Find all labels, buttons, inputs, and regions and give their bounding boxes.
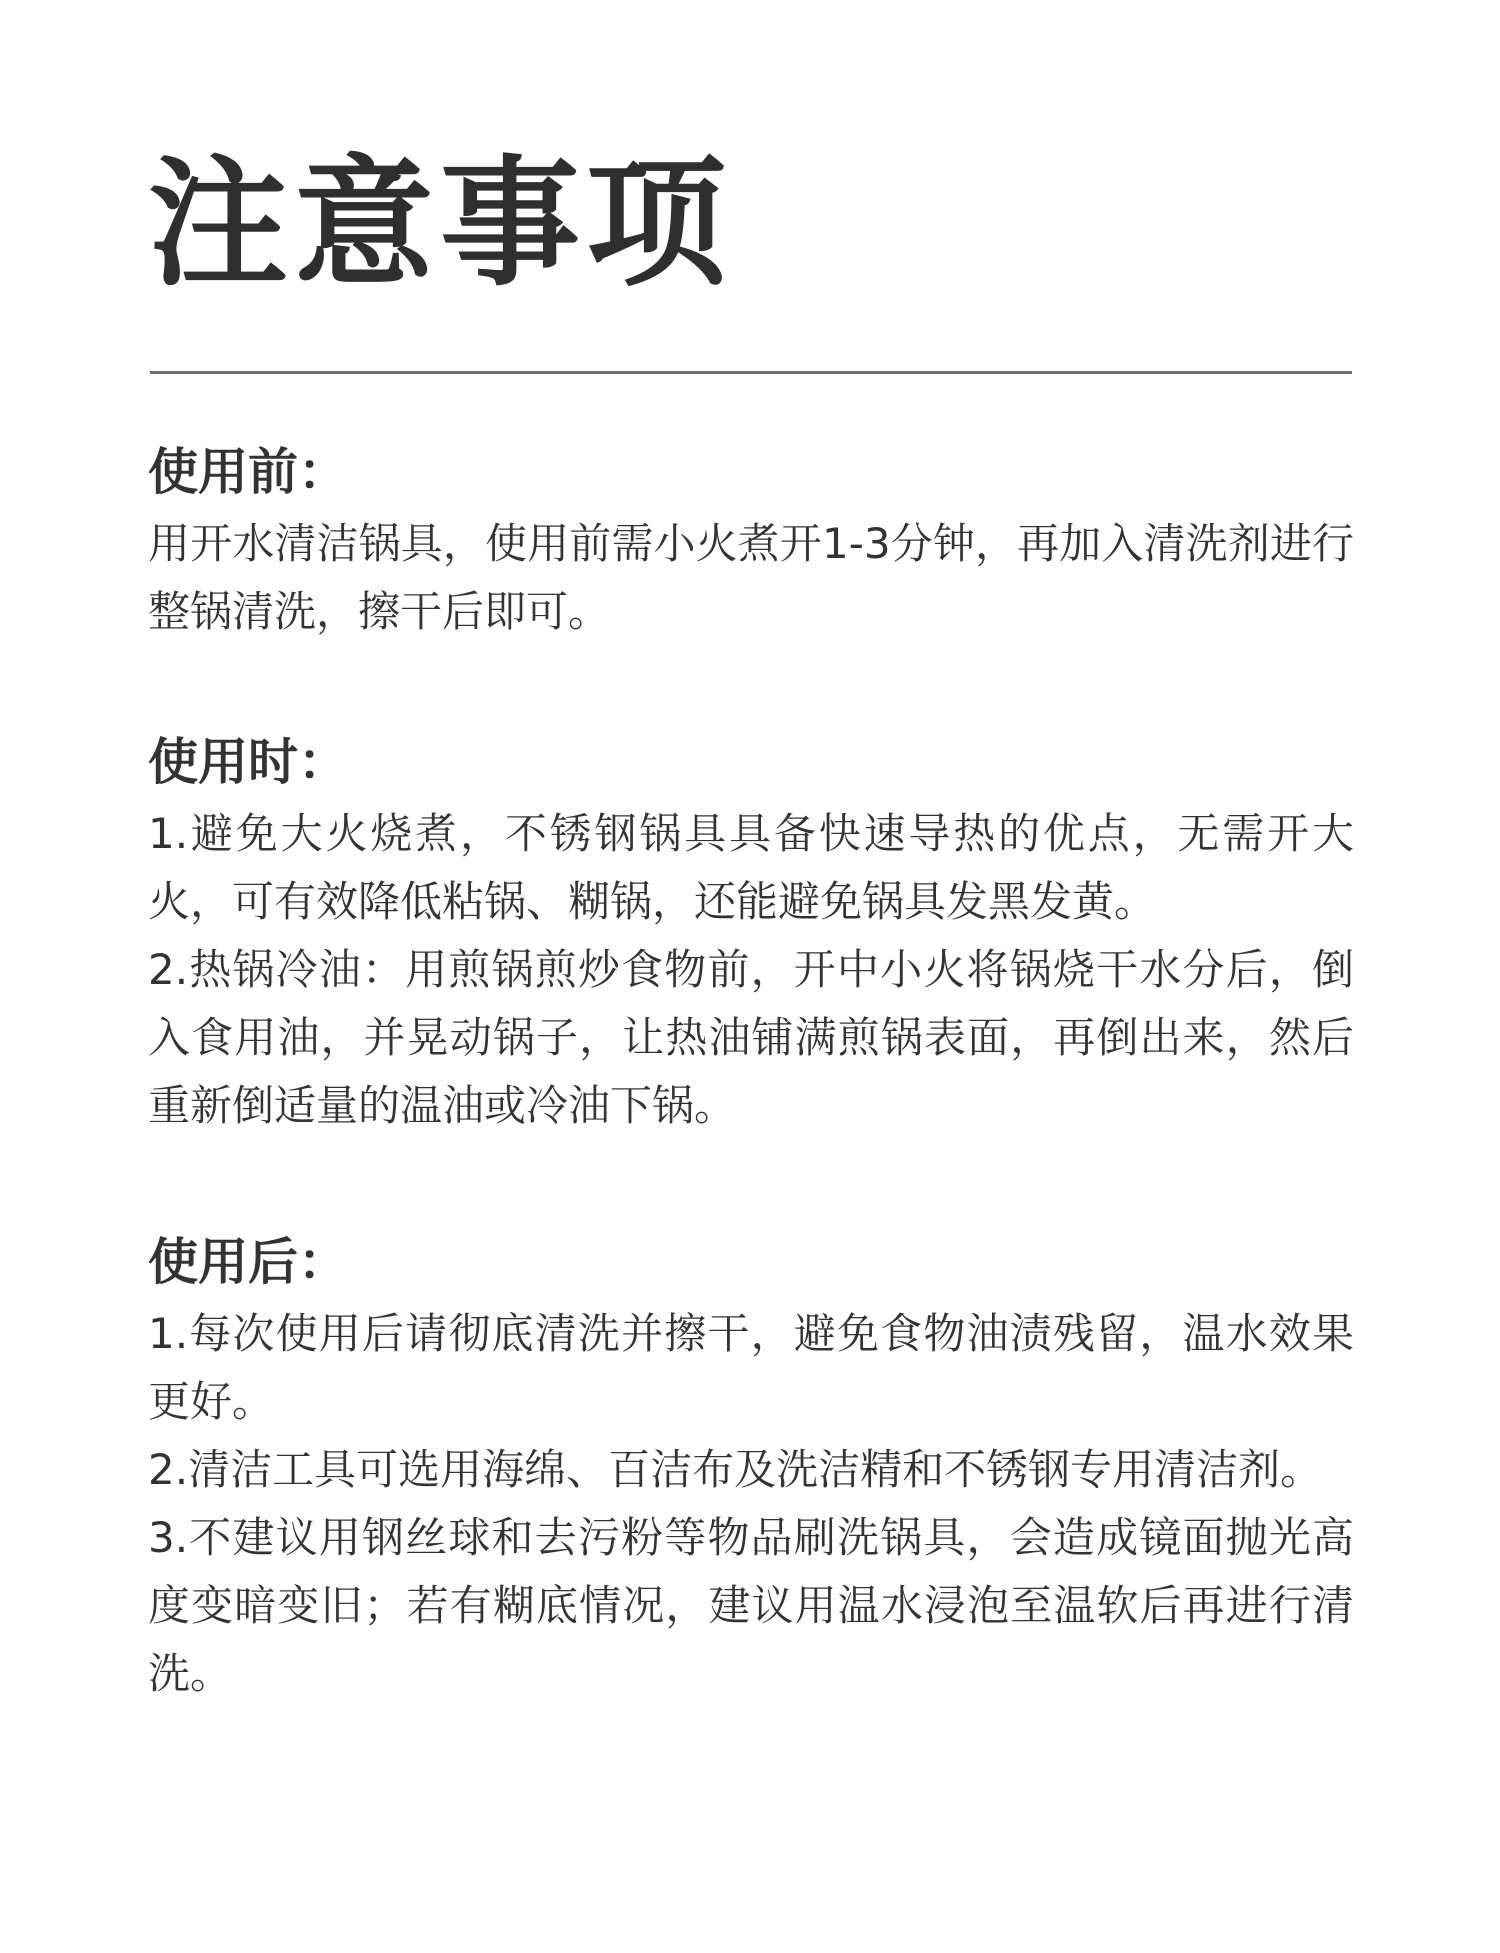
page-title: 注意事项 <box>148 143 733 306</box>
section-paragraph: 1.每次使用后请彻底清洗并擦干，避免食物油渍残留，温水效果更好。 <box>148 1309 1354 1426</box>
section-heading: 使用前： <box>148 443 348 501</box>
title-divider <box>150 371 1352 374</box>
section-paragraph: 用开水清洁锅具，使用前需小火煮开1-3分钟，再加入清洗剂进行整锅清洗，擦干后即可。 <box>148 519 1354 636</box>
section-paragraph: 2.清洁工具可选用海绵、百洁布及洗洁精和不锈钢专用清洁剂。 <box>148 1445 1323 1494</box>
section-paragraph: 3.不建议用钢丝球和去污粉等物品刷洗锅具，会造成镜面抛光高度变暗变旧；若有糊底情况，建议用温水浸泡至温软后再进行清洗。 <box>148 1513 1354 1698</box>
section-heading: 使用时： <box>148 733 348 791</box>
section-paragraph: 1.避免大火烧煮，不锈钢锅具具备快速导热的优点，无需开大火，可有效降低粘锅、糊锅，还能避免锅具发黑发黄。 <box>148 809 1354 926</box>
section-heading: 使用后： <box>148 1233 348 1291</box>
section-before-use <box>148 438 1354 646</box>
section-during-use <box>148 728 1354 1140</box>
section-after-use <box>148 1228 1354 1708</box>
section-paragraph: 2.热锅冷油：用煎锅煎炒食物前，开中小火将锅烧干水分后，倒入食用油，并晃动锅子，让热油铺满煎锅表面，再倒出来，然后重新倒适量的温油或冷油下锅。 <box>148 945 1354 1130</box>
